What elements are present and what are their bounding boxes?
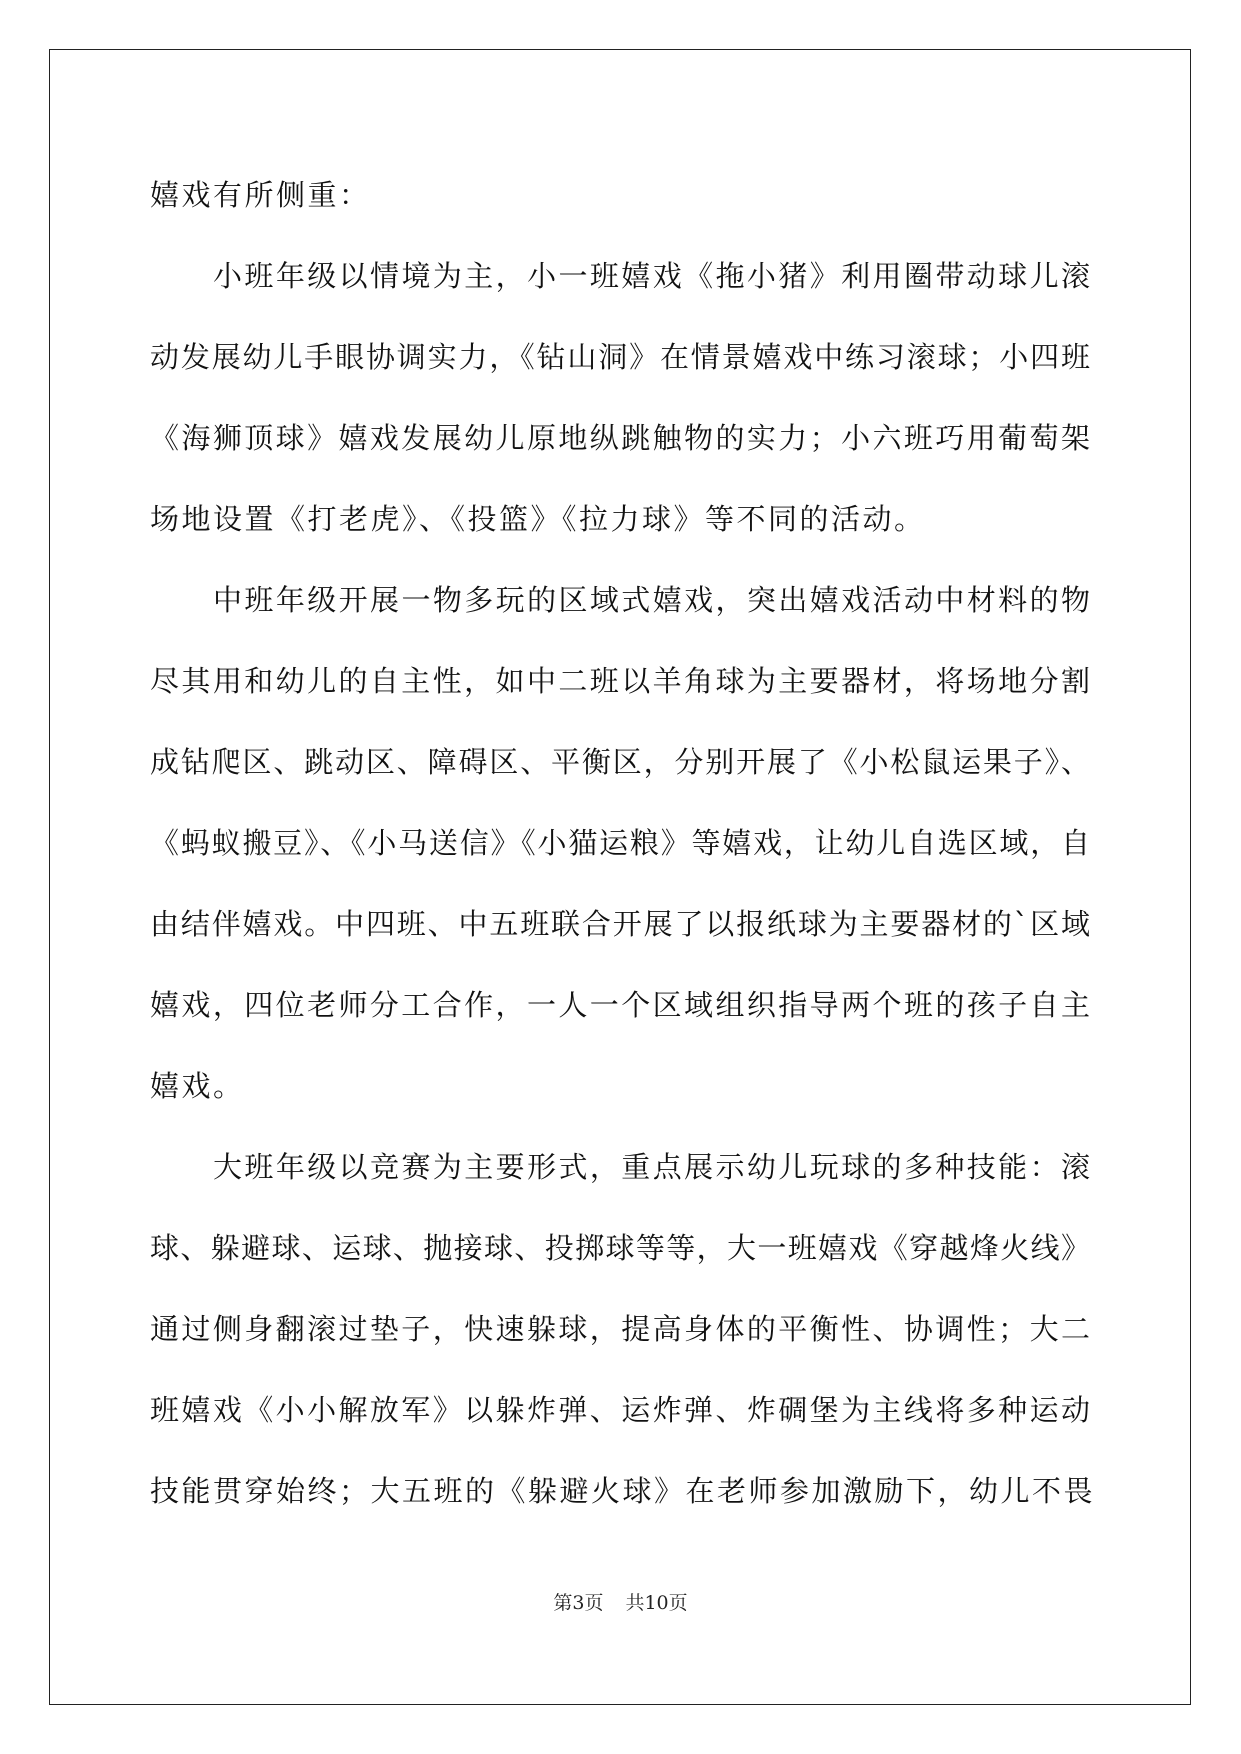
text-line: 场地设置《打老虎》、《投篮》《拉力球》等不同的活动。 bbox=[150, 502, 926, 536]
paragraph bbox=[150, 560, 1090, 1127]
text-line: 《蚂蚁搬豆》、《小马送信》《小猫运粮》等嬉戏，让幼儿自选区域，自 bbox=[150, 826, 1090, 860]
text-line: 中班年级开展一物多玩的区域式嬉戏，突出嬉戏活动中材料的物 bbox=[213, 583, 1090, 617]
page-footer bbox=[0, 1588, 1241, 1618]
text-line: 尽其用和幼儿的自主性，如中二班以羊角球为主要器材，将场地分割 bbox=[150, 664, 1090, 698]
text-line: 大班年级以竞赛为主要形式，重点展示幼儿玩球的多种技能：滚 bbox=[213, 1150, 1090, 1184]
text-line: 小班年级以情境为主，小一班嬉戏《拖小猪》利用圈带动球儿滚 bbox=[213, 259, 1090, 293]
text-line: 球、躲避球、运球、抛接球、投掷球等等，大一班嬉戏《穿越烽火线》 bbox=[150, 1231, 1090, 1265]
text-line: 班嬉戏《小小解放军》以躲炸弹、运炸弹、炸碉堡为主线将多种运动 bbox=[150, 1393, 1090, 1427]
text-line: 嬉戏。 bbox=[150, 1069, 245, 1103]
paragraph bbox=[150, 155, 1090, 236]
text-line: 由结伴嬉戏。中四班、中五班联合开展了以报纸球为主要器材的`区域 bbox=[150, 907, 1090, 941]
text-line: 嬉戏，四位老师分工合作，一人一个区域组织指导两个班的孩子自主 bbox=[150, 988, 1090, 1022]
document-body bbox=[150, 155, 1096, 1532]
text-line: 动发展幼儿手眼协调实力，《钻山洞》在情景嬉戏中练习滚球；小四班 bbox=[150, 340, 1090, 374]
text-line: 成钻爬区、跳动区、障碍区、平衡区，分别开展了《小松鼠运果子》、 bbox=[150, 745, 1090, 779]
page-total: 共10页 bbox=[625, 1592, 688, 1614]
text-line: 技能贯穿始终；大五班的《躲避火球》在老师参加激励下，幼儿不畏 bbox=[150, 1474, 1096, 1508]
text-line: 通过侧身翻滚过垫子，快速躲球，提高身体的平衡性、协调性；大二 bbox=[150, 1312, 1090, 1346]
text-line: 《海狮顶球》嬉戏发展幼儿原地纵跳触物的实力；小六班巧用葡萄架 bbox=[150, 421, 1090, 455]
paragraph bbox=[150, 1127, 1096, 1532]
text-line: 嬉戏有所侧重： bbox=[150, 178, 371, 212]
page-number: 第3页 bbox=[553, 1592, 604, 1614]
paragraph bbox=[150, 236, 1090, 560]
